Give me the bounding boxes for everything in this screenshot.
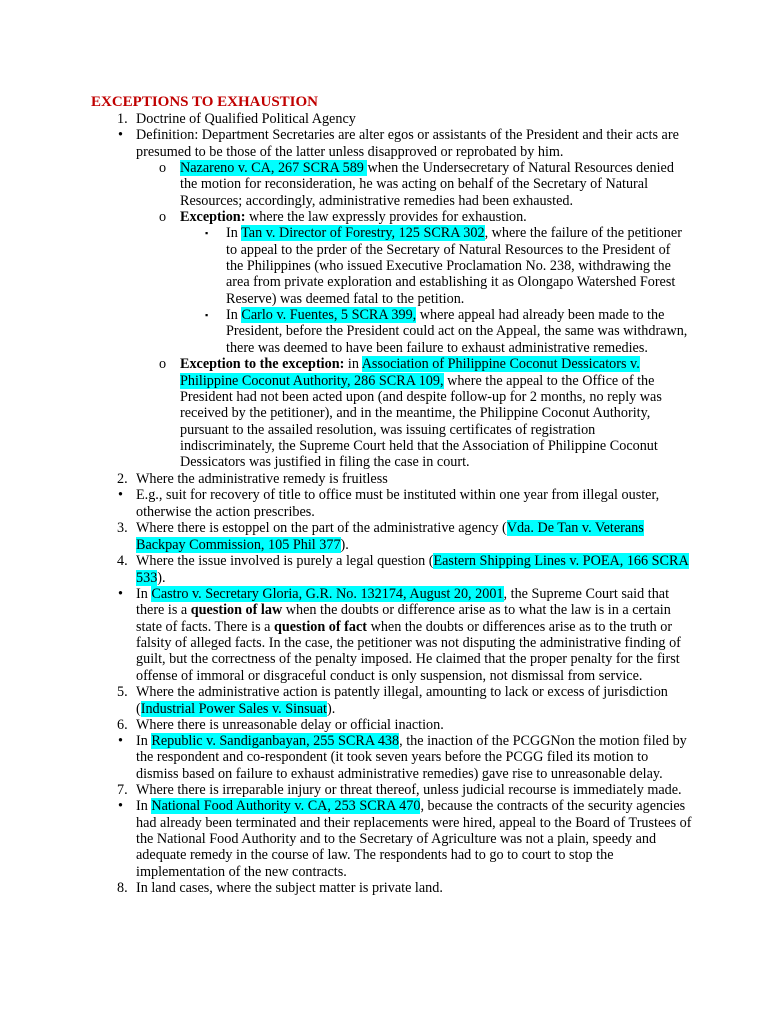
text-run: falsity of alleged facts. In the case, the petitioner was not disputing the administrative finding of [136,635,681,651]
text-run: E.g., suit for recovery of title to office must be instituted within one year from illegal ouster, [136,487,660,503]
text-run: the motion for reconsideration, he was acting on behalf of the Secretary of Natural [180,176,649,192]
case-citation: National Food Authority v. CA, 253 SCRA 470 [151,798,421,814]
text-line [226,274,675,290]
text-line [180,389,662,405]
text-line [226,323,687,339]
list-number: 4. [117,553,128,569]
text-line [136,487,659,503]
bullet-marker: • [118,798,123,814]
text-run: Dessicators was justified in filing the case in court. [180,454,470,470]
text-line [136,504,315,520]
text-run: there was deemed to have been failure to exhaust administrative remedies. [226,340,648,356]
text-run: Where there is unreasonable delay or official inaction. [136,717,444,733]
text-run: , because the contracts of the security agencies [420,798,686,814]
text-run: there is a [136,602,191,618]
text-line [136,798,685,814]
text-run: In [226,307,242,323]
text-line [136,471,388,487]
bold-term: question of law [190,602,283,618]
text-run: Where there is estoppel on the part of the administrative agency ( [136,520,507,536]
text-run: Where there is irreparable injury or threat thereof, unless judicial recourse is immediately made. [136,782,682,798]
bullet-marker: • [118,733,123,749]
text-run: implementation of the new contracts. [136,864,347,880]
text-run: In [136,586,152,602]
text-line [136,570,166,586]
text-line [180,209,527,225]
text-line [180,405,650,421]
text-run: In [226,225,242,241]
text-line [136,684,668,700]
text-line [180,422,595,438]
text-run: state of facts. There is a [136,619,275,635]
text-line [180,438,658,454]
text-line [180,454,470,470]
list-number: 7. [117,782,128,798]
text-run: , the inaction of the PCGGNon the motion filed by [399,733,687,749]
square-marker: ▪ [205,310,209,320]
text-run: when the doubts or differences arise as to the truth or [367,619,673,635]
text-run: to appeal to the prder of the Secretary of Natural Resources to the President of [226,242,671,258]
case-citation: Republic v. Sandiganbayan, 255 SCRA 438 [151,733,400,749]
text-run: Where the issue involved is purely a legal question ( [136,553,434,569]
text-line [180,373,654,389]
text-run: Doctrine of Qualified Political Agency [136,111,356,127]
bullet-marker: • [118,586,123,602]
text-line [136,635,681,651]
text-line [180,193,573,209]
text-run: Reserve) was deemed fatal to the petition. [226,291,465,307]
text-line [136,733,687,749]
text-line [136,619,672,635]
case-citation: Tan v. Director of Forestry, 125 SCRA 302 [241,225,485,241]
circle-marker: o [159,160,167,176]
text-run: guilt, but the correctness of the penalty imposed. He claimed that the proper penalty for the first [136,651,680,667]
bold-term: Exception: [180,209,246,225]
text-run: In [136,798,152,814]
text-line [136,782,682,798]
text-line [180,356,640,372]
text-run: presumed to be those of the latter unless disapproved or reprobated by him. [136,144,564,160]
text-line [180,176,648,192]
text-line [136,831,656,847]
list-number: 5. [117,684,128,700]
case-citation: 533 [136,570,158,586]
bullet-marker: • [118,127,123,143]
text-run: pursuant to the assailed resolution, was issuing certificates of registration [180,422,596,438]
text-line [136,537,349,553]
list-number: 2. [117,471,128,487]
text-line [136,749,648,765]
text-run: In [136,733,152,749]
text-line [226,242,670,258]
text-line [136,127,679,143]
text-run: area from private exploration and establishing it as Olongapo Watershed Forest [226,274,676,290]
text-run: ). [157,570,166,586]
text-run: the National Food Authority and to the Secretary of Agriculture was not a plain, speedy and [136,831,657,847]
text-run: adequate remedy in the course of law. The respondents had to go to court to stop the [136,847,614,863]
text-line [136,717,444,733]
text-run: In land cases, where the subject matter is private land. [136,880,443,896]
text-run: indiscriminately, the Supreme Court held that the Association of Philippine Coconut [180,438,658,454]
text-run: had already been terminated and their replacements were hired, appeal to the Board of Trustees of [136,815,692,831]
text-line [136,864,347,880]
text-line [136,701,335,717]
bold-term: question of fact [274,619,368,635]
text-run: ( [136,701,141,717]
text-line [136,602,671,618]
text-run: in [344,356,362,372]
text-run: , where the failure of the petitioner [484,225,682,241]
text-line [226,307,664,323]
circle-marker: o [159,209,167,225]
case-citation: Castro v. Secretary Gloria, G.R. No. 132174, August 20, 2001 [151,586,504,602]
text-line [136,815,691,831]
text-line [136,651,680,667]
text-run: ). [327,701,336,717]
text-line [136,586,669,602]
text-run: otherwise the action prescribes. [136,504,315,520]
case-citation: Association of Philippine Coconut Dessicators v. [361,356,640,372]
text-line [136,144,563,160]
text-line [136,880,443,896]
text-line [226,258,671,274]
text-run: where appeal had already been made to the [416,307,665,323]
text-line [136,766,663,782]
circle-marker: o [159,356,167,372]
text-run: Where the administrative action is patently illegal, amounting to lack or excess of jurisdiction [136,684,668,700]
text-run: Resources; accordingly, administrative remedies had been exhausted. [180,193,574,209]
text-run: when the doubts or difference arise as to what the law is in a certain [282,602,671,618]
text-line [226,225,682,241]
case-citation: Nazareno v. CA, 267 SCRA 589 [180,160,368,176]
list-number: 6. [117,717,128,733]
case-citation: Philippine Coconut Authority, 286 SCRA 109, [180,373,444,389]
text-line [226,291,464,307]
text-run: President, before the President could act on the Appeal, the same was withdrawn, [226,323,688,339]
text-line [136,847,614,863]
list-number: 1. [117,111,128,127]
text-run: the respondent and co-respondent (it took seven years before the PCGG filed its motion to [136,749,649,765]
text-line [136,668,642,684]
bold-term: Exception to the exception: [180,356,345,372]
text-run: the Philippines (who issued Executive Proclamation No. 238, withdrawing the [226,258,671,274]
text-run: President had not been acted upon (and despite follow-up for 2 months, no reply was [180,389,662,405]
text-line [136,553,689,569]
text-run: Definition: Department Secretaries are alter egos or assistants of the President and their acts are [136,127,679,143]
square-marker: ▪ [205,228,209,238]
text-line [180,160,674,176]
bullet-marker: • [118,487,123,503]
text-run: dismiss based on failure to exhaust administrative remedies) gave rise to unreasonable delay. [136,766,663,782]
text-run: where the law expressly provides for exhaustion. [245,209,527,225]
text-run: when the Undersecretary of Natural Resources denied [367,160,674,176]
case-citation: Backpay Commission, 105 Phil 377 [136,537,341,553]
case-citation: Vda. De Tan v. Veterans [506,520,644,536]
text-run: ). [340,537,349,553]
text-run: Where the administrative remedy is fruitless [136,471,388,487]
text-line [226,340,648,356]
text-run: received by the petitioner), and in the meantime, the Philippine Coconut Authority, [180,405,651,421]
case-citation: Carlo v. Fuentes, 5 SCRA 399, [241,307,417,323]
text-line [136,520,644,536]
text-run: offense of immoral or disgraceful conduct is only suspension, not dismissal from service. [136,668,643,684]
list-number: 8. [117,880,128,896]
case-citation: Industrial Power Sales v. Sinsuat [140,701,327,717]
text-line [136,111,356,127]
case-citation: Eastern Shipping Lines v. POEA, 166 SCRA [433,553,689,569]
page-title: EXCEPTIONS TO EXHAUSTION [91,94,319,110]
text-run: where the appeal to the Office of the [443,373,655,389]
list-number: 3. [117,520,128,536]
text-run: , the Supreme Court said that [503,586,670,602]
